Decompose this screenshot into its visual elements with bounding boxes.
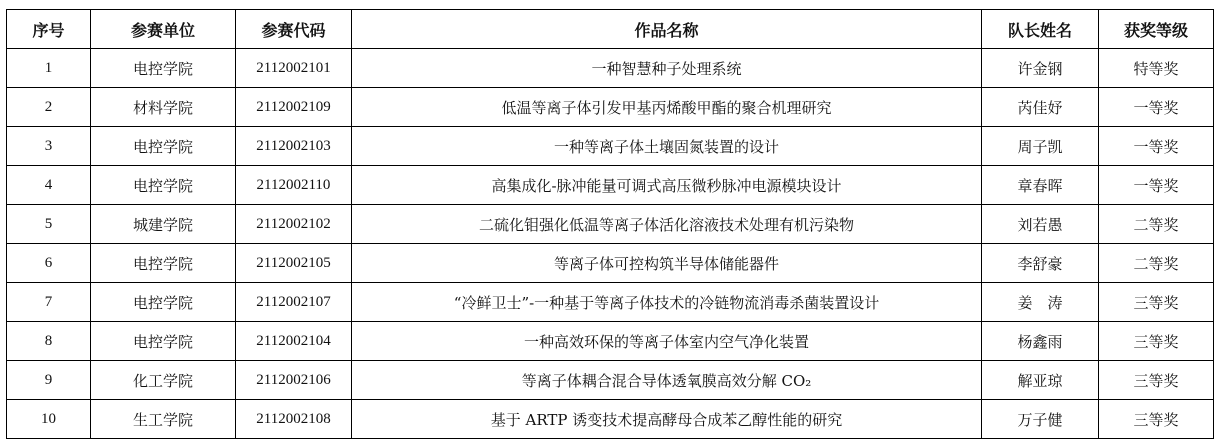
table-row <box>7 244 1214 283</box>
cell-code: 2112002108 <box>236 400 352 439</box>
cell-leader: 杨鑫雨 <box>982 322 1099 361</box>
cell-leader: 李舒豪 <box>982 244 1099 283</box>
table-row <box>7 322 1214 361</box>
header-leader: 队长姓名 <box>982 10 1099 49</box>
cell-title: 一种等离子体土壤固氮装置的设计 <box>352 127 982 166</box>
cell-leader: 芮佳妤 <box>982 88 1099 127</box>
cell-unit: 生工学院 <box>91 400 236 439</box>
cell-leader: 解亚琼 <box>982 361 1099 400</box>
cell-unit: 电控学院 <box>91 322 236 361</box>
cell-award: 特等奖 <box>1099 49 1214 88</box>
cell-leader: 刘若愚 <box>982 205 1099 244</box>
cell-award: 一等奖 <box>1099 127 1214 166</box>
cell-title: “冷鲜卫士”-一种基于等离子体技术的冷链物流消毒杀菌装置设计 <box>352 283 982 322</box>
cell-unit: 电控学院 <box>91 49 236 88</box>
cell-index: 8 <box>7 322 91 361</box>
table-body <box>7 49 1214 439</box>
cell-index: 6 <box>7 244 91 283</box>
cell-code: 2112002104 <box>236 322 352 361</box>
cell-index: 9 <box>7 361 91 400</box>
header-index: 序号 <box>7 10 91 49</box>
cell-unit: 电控学院 <box>91 244 236 283</box>
cell-unit: 电控学院 <box>91 166 236 205</box>
cell-award: 三等奖 <box>1099 400 1214 439</box>
table-row <box>7 400 1214 439</box>
cell-code: 2112002107 <box>236 283 352 322</box>
cell-index: 5 <box>7 205 91 244</box>
table-row <box>7 49 1214 88</box>
header-unit: 参赛单位 <box>91 10 236 49</box>
cell-unit: 城建学院 <box>91 205 236 244</box>
cell-leader: 章春晖 <box>982 166 1099 205</box>
table-row <box>7 361 1214 400</box>
cell-code: 2112002110 <box>236 166 352 205</box>
header-award: 获奖等级 <box>1099 10 1214 49</box>
cell-index: 3 <box>7 127 91 166</box>
cell-index: 7 <box>7 283 91 322</box>
cell-unit: 电控学院 <box>91 283 236 322</box>
cell-title: 等离子体可控构筑半导体储能器件 <box>352 244 982 283</box>
cell-award: 一等奖 <box>1099 166 1214 205</box>
cell-award: 二等奖 <box>1099 205 1214 244</box>
cell-index: 1 <box>7 49 91 88</box>
cell-title: 低温等离子体引发甲基丙烯酸甲酯的聚合机理研究 <box>352 88 982 127</box>
cell-unit: 化工学院 <box>91 361 236 400</box>
cell-leader: 万子健 <box>982 400 1099 439</box>
cell-index: 4 <box>7 166 91 205</box>
table-row <box>7 88 1214 127</box>
cell-title: 一种智慧种子处理系统 <box>352 49 982 88</box>
cell-unit: 材料学院 <box>91 88 236 127</box>
cell-award: 三等奖 <box>1099 283 1214 322</box>
cell-award: 三等奖 <box>1099 361 1214 400</box>
cell-code: 2112002105 <box>236 244 352 283</box>
table-row <box>7 283 1214 322</box>
cell-award: 二等奖 <box>1099 244 1214 283</box>
table-header-row <box>7 10 1214 49</box>
cell-award: 一等奖 <box>1099 88 1214 127</box>
cell-title: 一种高效环保的等离子体室内空气净化装置 <box>352 322 982 361</box>
header-code: 参赛代码 <box>236 10 352 49</box>
cell-code: 2112002103 <box>236 127 352 166</box>
awards-table <box>6 9 1214 439</box>
table-row <box>7 205 1214 244</box>
cell-code: 2112002102 <box>236 205 352 244</box>
cell-code: 2112002106 <box>236 361 352 400</box>
cell-code: 2112002109 <box>236 88 352 127</box>
cell-leader: 许金钢 <box>982 49 1099 88</box>
cell-title: 等离子体耦合混合导体透氧膜高效分解 CO₂ <box>352 361 982 400</box>
header-title: 作品名称 <box>352 10 982 49</box>
cell-title: 二硫化钼强化低温等离子体活化溶液技术处理有机污染物 <box>352 205 982 244</box>
cell-index: 10 <box>7 400 91 439</box>
cell-award: 三等奖 <box>1099 322 1214 361</box>
cell-index: 2 <box>7 88 91 127</box>
cell-leader: 姜 涛 <box>982 283 1099 322</box>
table-row <box>7 166 1214 205</box>
cell-title: 基于 ARTP 诱变技术提高酵母合成苯乙醇性能的研究 <box>352 400 982 439</box>
cell-unit: 电控学院 <box>91 127 236 166</box>
cell-code: 2112002101 <box>236 49 352 88</box>
cell-title: 高集成化-脉冲能量可调式高压微秒脉冲电源模块设计 <box>352 166 982 205</box>
cell-leader: 周子凯 <box>982 127 1099 166</box>
table-row <box>7 127 1214 166</box>
